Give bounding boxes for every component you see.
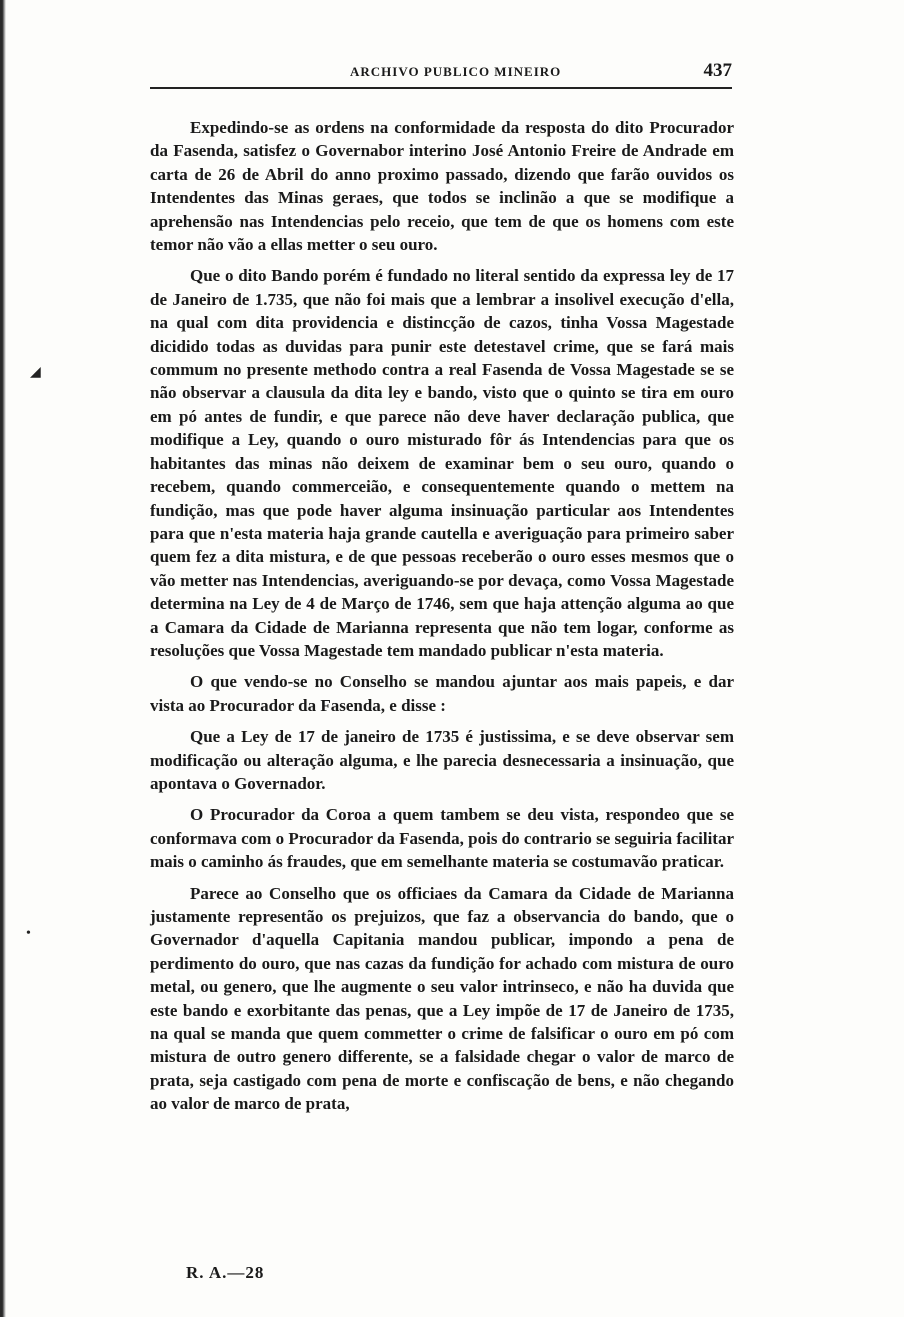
paragraph: O Procurador da Coroa a quem tambem se deu vista, respondeo que se conformava com o Procurador da Fasenda, pois do contrario se seguiria facilitar mais o caminho ás fraudes, que em semelhante materia se costumavão praticar. [150, 805, 734, 872]
paragraph: Expedindo-se as ordens na conformidade da resposta do dito Procurador da Fasenda, satisfez o Governabor interino José Antonio Freire de Andrade em carta de 26 de Abril do anno proximo passado, dizendo que farão ouvidos os Intendentes das Minas geraes, que todos se inclinão a que se modifique a aprehensão nas Intendencias pelo receio, que tem de que os homens com este temor não vão a ellas metter o seu ouro. [150, 118, 734, 255]
margin-ink-mark: ◢ [30, 365, 41, 380]
page-number: 437 [703, 60, 732, 81]
page-binding-edge [0, 0, 6, 1317]
paragraph: Que o dito Bando porém é fundado no literal sentido da expressa ley de 17 de Janeiro de 1.735, que não foi mais que a lembrar a insolivel execução d'ella, na qual com dita providencia e distincção de cazos, tinha Vossa Magestade dicidido todas as duvidas para punir este detestavel crime, que se fará mais commum no presente methodo contra a real Fasenda de Vossa Magestade se se não observar a clausula da dita ley e bando, visto que o quinto se tira em ouro em pó antes de fundir, e que parece não deve haver declaração publica, que modifique a Ley, quando o ouro misturado fôr ás Intendencias para que os habitantes das minas não deixem de examinar bem o seu ouro, quando o recebem, quando commerceião, e consequentemente quando o mettem na fundição, mas que pode haver alguma insinuação particular aos Intendentes para que n'esta materia haja grande cautella e averiguação para primeiro saber quem fez a dita mistura, e de que pessoas receberão o ouro esses mesmos que o vão metter nas Intendencias, averiguando-se por devaça, como Vossa Magestade determina na Ley de 4 de Março de 1746, sem que haja attenção alguma ao que a Camara da Cidade de Marianna representa que não tem logar, conforme as resoluções que Vossa Magestade tem mandado publicar n'esta materia. [150, 266, 734, 660]
header-rule [150, 87, 732, 89]
body-text [150, 116, 734, 1124]
page-header [150, 58, 732, 86]
footer-signature: R. A.—28 [186, 1263, 265, 1282]
running-title: ARCHIVO PUBLICO MINEIRO [350, 64, 562, 79]
paragraph: Parece ao Conselho que os officiaes da Camara da Cidade de Marianna justamente representão os prejuizos, que faz a observancia do bando, que o Governador d'aquella Capitania mandou publicar, impondo a pena de perdimento do ouro, que nas cazas da fundição for achado com mistura de ouro metal, ou genero, que lhe augmente o seu valor intrinseco, e não ha duvida que este bando e exorbitante das penas, que a Ley impõe de 17 de Janeiro de 1735, na qual se manda que quem commetter o crime de falsificar o ouro em pó com mistura de outro genero differente, se a falsidade chegar o valor de marco de prata, seja castigado com pena de morte e confiscação de bens, e não chegando ao valor de marco de prata, [150, 883, 734, 1114]
paragraph: O que vendo-se no Conselho se mandou ajuntar aos mais papeis, e dar vista ao Procurador da Fasenda, e disse : [150, 672, 734, 715]
paragraph: Que a Ley de 17 de janeiro de 1735 é justissima, e se deve observar sem modificação ou alteração alguma, e lhe parecia desnecessaria a insinuação, que apontava o Governador. [150, 727, 734, 793]
margin-ink-mark: • [26, 926, 31, 941]
